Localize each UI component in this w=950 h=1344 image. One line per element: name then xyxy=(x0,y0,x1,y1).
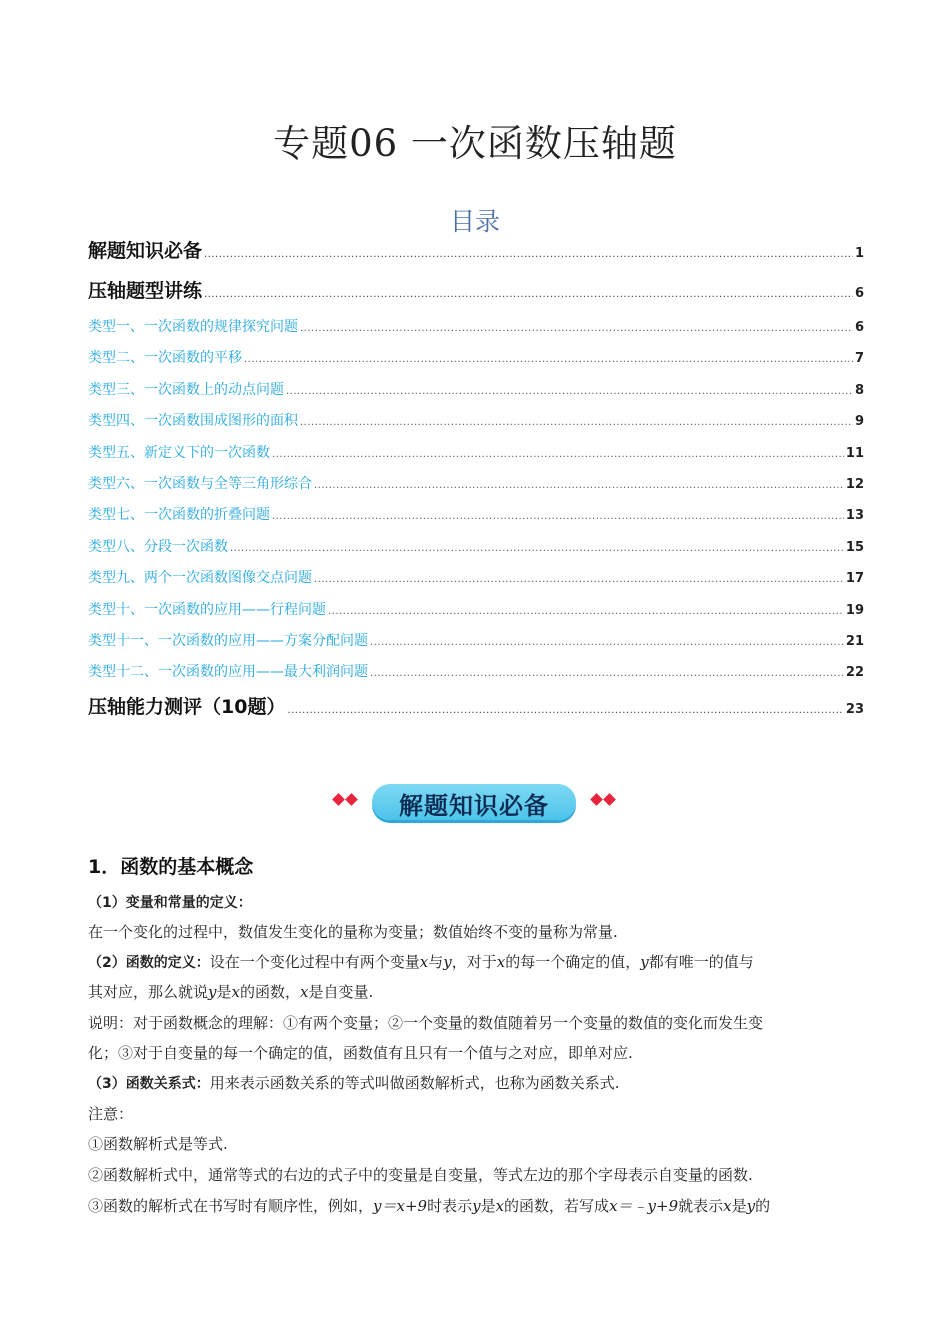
toc-entry-label: 类型九、两个一次函数图像交点问题 xyxy=(88,570,312,586)
math-var: x xyxy=(300,983,309,1001)
math-expression: y＝x+9 xyxy=(373,1197,428,1215)
toc-entry-page: 23 xyxy=(845,702,864,717)
diamond-icon xyxy=(590,793,603,806)
toc-entry-label: 类型五、新定义下的一次函数 xyxy=(88,445,270,461)
toc-entry-page: 7 xyxy=(854,351,864,366)
math-var: y xyxy=(208,983,217,1001)
toc-entry[interactable] xyxy=(88,536,864,556)
paragraph-line xyxy=(88,892,864,913)
banner-title: 解题知识必备 xyxy=(399,792,549,820)
text-span: 其对应，那么就说 xyxy=(88,983,209,1001)
toc-entry-page: 6 xyxy=(854,286,864,301)
definition-heading: （2）函数的定义： xyxy=(88,955,210,971)
page-title: 专题06 一次函数压轴题 xyxy=(273,122,677,165)
toc-leader-dots xyxy=(328,606,844,617)
paragraph-line: 说明：对于函数概念的理解：①有两个变量；②一个变量的数值随着另一个变量的数值的变化而发生变 xyxy=(88,1014,764,1032)
toc-entry-page: 12 xyxy=(845,477,864,492)
text-span: 用来表示函数关系的等式叫做函数解析式，也称为函数关系式. xyxy=(209,1074,620,1092)
text-span: 与 xyxy=(428,953,444,971)
paragraph-line: ①函数解析式是等式. xyxy=(88,1135,228,1153)
toc-entry-label: 类型二、一次函数的平移 xyxy=(88,350,242,366)
toc-leader-dots xyxy=(300,417,853,428)
math-var: y xyxy=(472,1197,481,1215)
math-var: x xyxy=(231,983,240,1001)
definition-heading: （1）变量和常量的定义： xyxy=(88,895,252,911)
toc-leader-dots xyxy=(204,289,853,300)
paragraph-line: 化；③对于自变量的每一个确定的值，函数值有且只有一个值与之对应，即单对应. xyxy=(88,1044,633,1062)
text-span: 都有唯一的值与 xyxy=(648,953,754,971)
text-span: 时表示 xyxy=(427,1197,473,1215)
text-span: ③函数的解析式在书写时有顺序性，例如， xyxy=(88,1197,374,1215)
paragraph-line xyxy=(88,1073,864,1094)
math-var: x xyxy=(723,1197,732,1215)
math-var: y xyxy=(443,953,452,971)
text-span: 是 xyxy=(731,1197,747,1215)
toc-leader-dots xyxy=(314,480,844,491)
toc-entry-page: 9 xyxy=(854,414,864,429)
toc-entry[interactable] xyxy=(88,473,864,493)
toc-entry-page: 21 xyxy=(845,634,864,649)
toc-entry[interactable] xyxy=(88,599,864,619)
text-span: 的函数， xyxy=(239,983,300,1001)
text-span: 是 xyxy=(216,983,232,1001)
toc-entry[interactable] xyxy=(88,567,864,587)
toc-entry-page: 13 xyxy=(845,508,864,523)
toc-entry[interactable] xyxy=(88,504,864,524)
toc-entry-page: 11 xyxy=(845,446,864,461)
toc-entry-label: 类型十二、一次函数的应用——最大利润问题 xyxy=(88,664,368,680)
toc-leader-dots xyxy=(286,386,853,397)
toc-entry-page: 17 xyxy=(845,571,864,586)
paragraph-line: 注意： xyxy=(88,1105,134,1123)
toc-entry[interactable] xyxy=(88,410,864,430)
math-expression: x＝﹣y+9 xyxy=(609,1197,679,1215)
banner-pill xyxy=(372,784,576,820)
toc-entry-label: 类型十、一次函数的应用——行程问题 xyxy=(88,602,326,618)
section-heading: 1．函数的基本概念 xyxy=(88,856,254,878)
math-var: x xyxy=(495,1197,505,1215)
paragraph-line: ②函数解析式中，通常等式的右边的式子中的变量是自变量，等式左边的那个字母表示自变量的函数. xyxy=(88,1166,753,1184)
toc-entry-label: 类型十一、一次函数的应用——方案分配问题 xyxy=(88,633,368,649)
toc-entry-page: 15 xyxy=(845,540,864,555)
toc-leader-dots xyxy=(244,354,853,365)
toc-entry-page: 6 xyxy=(854,320,864,335)
text-span: 的 xyxy=(755,1197,771,1215)
toc-entry-label: 解题知识必备 xyxy=(88,240,203,262)
toc-entry-label: 类型七、一次函数的折叠问题 xyxy=(88,507,270,523)
toc-leader-dots xyxy=(272,511,844,522)
toc-entry[interactable] xyxy=(88,692,864,719)
toc-entry[interactable] xyxy=(88,630,864,650)
text-span: ，对于 xyxy=(451,953,497,971)
toc-entry[interactable] xyxy=(88,347,864,367)
toc-entry[interactable] xyxy=(88,379,864,399)
toc-leader-dots xyxy=(300,323,853,334)
diamond-icon xyxy=(603,793,616,806)
math-var: y xyxy=(640,953,649,971)
toc-entry-page: 1 xyxy=(854,246,864,261)
definition-heading: （3）函数关系式： xyxy=(88,1076,210,1092)
toc-entry-label: 压轴能力测评（10题） xyxy=(88,696,286,718)
text-span: 设在一个变化过程中有两个变量 xyxy=(209,953,420,971)
toc-entry-label: 类型六、一次函数与全等三角形综合 xyxy=(88,476,312,492)
paragraph-line xyxy=(88,952,864,973)
toc-entry-label: 类型八、分段一次函数 xyxy=(88,539,228,555)
toc-heading: 目录 xyxy=(449,207,500,236)
toc-entry[interactable] xyxy=(88,442,864,462)
toc-leader-dots xyxy=(370,637,844,648)
toc-leader-dots xyxy=(287,705,843,716)
math-var: y xyxy=(746,1197,756,1215)
toc-entry[interactable] xyxy=(88,661,864,681)
toc-entry-page: 22 xyxy=(845,665,864,680)
math-var: x xyxy=(419,953,429,971)
toc-entry-label: 压轴题型讲练 xyxy=(88,280,203,302)
text-span: 就表示 xyxy=(678,1197,724,1215)
text-span: 的函数，若写成 xyxy=(504,1197,610,1215)
toc-entry-page: 8 xyxy=(854,383,864,398)
text-span: 的每一个确定的值， xyxy=(505,953,641,971)
toc-entry-label: 类型三、一次函数上的动点问题 xyxy=(88,382,284,398)
toc-entry-label: 类型四、一次函数围成图形的面积 xyxy=(88,413,298,429)
paragraph-line: 在一个变化的过程中，数值发生变化的量称为变量；数值始终不变的量称为常量. xyxy=(88,923,618,941)
text-span: 是自变量. xyxy=(308,983,374,1001)
text-span: 是 xyxy=(480,1197,496,1215)
toc-entry[interactable] xyxy=(88,276,864,303)
diamond-icon xyxy=(332,793,345,806)
paragraph-line xyxy=(88,982,864,1002)
math-var: x xyxy=(496,953,506,971)
toc-entry-label: 类型一、一次函数的规律探究问题 xyxy=(88,319,298,335)
toc-leader-dots xyxy=(204,249,853,260)
paragraph-line xyxy=(88,1196,864,1216)
section-banner xyxy=(330,780,620,826)
diamond-icon xyxy=(345,793,358,806)
toc-entry[interactable] xyxy=(88,236,864,263)
toc-leader-dots xyxy=(370,668,844,679)
toc-leader-dots xyxy=(314,574,844,585)
toc-leader-dots xyxy=(272,449,844,460)
toc-leader-dots xyxy=(230,543,844,554)
toc-entry[interactable] xyxy=(88,316,864,336)
toc-entry-page: 19 xyxy=(845,603,864,618)
